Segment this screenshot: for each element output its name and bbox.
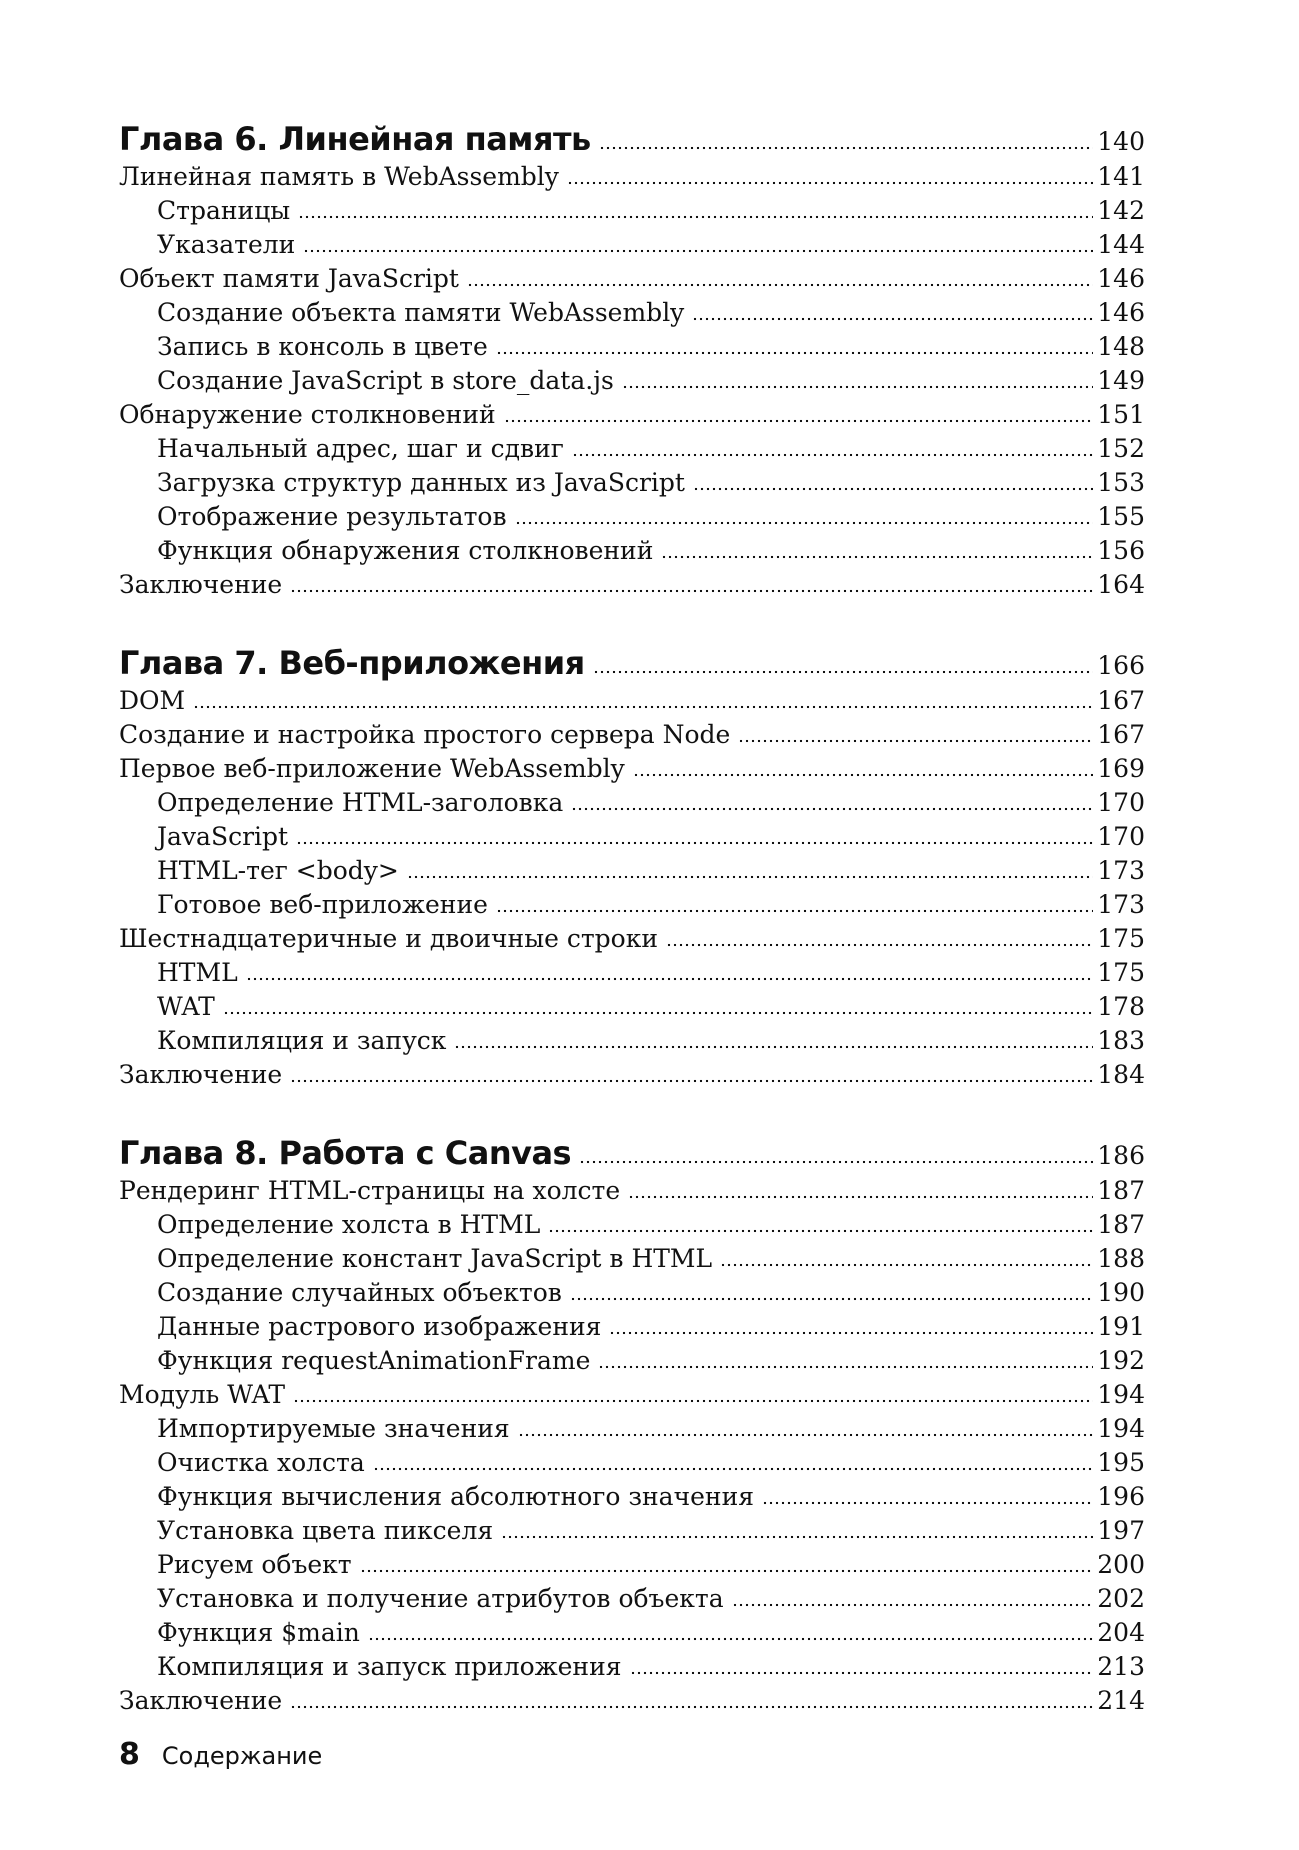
entry-title: Установка цвета пикселя	[157, 1516, 494, 1545]
toc-subsection[interactable]	[119, 330, 1145, 364]
dot-leader	[246, 977, 1094, 981]
entry-title: Компиляция и запуск приложения	[157, 1652, 622, 1681]
dot-leader	[666, 943, 1093, 947]
chapter-heading[interactable]	[119, 1132, 1145, 1174]
entry-title: Рисуем объект	[157, 1550, 352, 1579]
page-number: 8	[119, 1737, 140, 1772]
toc-subsection[interactable]	[119, 1310, 1145, 1344]
dot-leader	[368, 1637, 1093, 1641]
dot-leader	[630, 1671, 1094, 1675]
toc-subsection[interactable]	[119, 194, 1145, 228]
entry-page-number: 142	[1097, 196, 1145, 225]
running-title: Содержание	[161, 1742, 323, 1770]
entry-page-number: 191	[1097, 1312, 1145, 1341]
entry-page-number: 155	[1097, 502, 1145, 531]
dot-leader	[628, 1195, 1093, 1199]
dot-leader	[501, 1535, 1093, 1539]
toc-section[interactable]	[119, 922, 1145, 956]
dot-leader	[661, 555, 1093, 559]
entry-title: Функция requestAnimationFrame	[157, 1346, 591, 1375]
toc-subsection[interactable]	[119, 786, 1145, 820]
toc-section[interactable]	[119, 1378, 1145, 1412]
entry-page-number: 190	[1097, 1278, 1145, 1307]
entry-page-number: 213	[1097, 1652, 1145, 1681]
dot-leader	[762, 1501, 1093, 1505]
toc-subsection[interactable]	[119, 1514, 1145, 1548]
toc-subsection[interactable]	[119, 1344, 1145, 1378]
dot-leader	[518, 1433, 1094, 1437]
dot-leader	[548, 1229, 1093, 1233]
dot-leader	[593, 670, 1094, 674]
dot-leader	[296, 841, 1093, 845]
entry-title: HTML-тег <body>	[157, 856, 399, 885]
toc-subsection[interactable]	[119, 1582, 1145, 1616]
entry-page-number: 167	[1097, 720, 1145, 749]
entry-title: Компиляция и запуск	[157, 1026, 447, 1055]
chapter-heading[interactable]	[119, 118, 1145, 160]
chapter-heading[interactable]	[119, 642, 1145, 684]
dot-leader	[290, 1705, 1093, 1709]
entry-title: Заключение	[119, 570, 283, 599]
entry-page-number: 148	[1097, 332, 1145, 361]
entry-page-number: 156	[1097, 536, 1145, 565]
entry-title: Готовое веб-приложение	[157, 890, 488, 919]
chapter-page-number: 140	[1097, 127, 1145, 156]
toc-subsection[interactable]	[119, 1480, 1145, 1514]
dot-leader	[454, 1045, 1093, 1049]
entry-page-number: 214	[1097, 1686, 1145, 1715]
dot-leader	[599, 146, 1094, 150]
dot-leader	[467, 283, 1093, 287]
entry-title: Первое веб-приложение WebAssembly	[119, 754, 625, 783]
toc-subsection[interactable]	[119, 432, 1145, 466]
toc-subsection[interactable]	[119, 1276, 1145, 1310]
entry-title: Модуль WAT	[119, 1380, 286, 1409]
toc-subsection[interactable]	[119, 228, 1145, 262]
dot-leader	[293, 1399, 1093, 1403]
toc-section[interactable]	[119, 262, 1145, 296]
toc-subsection[interactable]	[119, 534, 1145, 568]
entry-title: Очистка холста	[157, 1448, 365, 1477]
entry-page-number: 184	[1097, 1060, 1145, 1089]
entry-title: DOM	[119, 686, 186, 715]
page-footer	[119, 1737, 322, 1772]
dot-leader	[515, 521, 1094, 525]
entry-title: Обнаружение столкновений	[119, 400, 496, 429]
entry-page-number: 175	[1097, 958, 1145, 987]
dot-leader	[633, 773, 1094, 777]
entry-page-number: 197	[1097, 1516, 1145, 1545]
dot-leader	[732, 1603, 1094, 1607]
entry-page-number: 192	[1097, 1346, 1145, 1375]
toc-subsection[interactable]	[119, 990, 1145, 1024]
chapter-block	[119, 1132, 1145, 1718]
entry-page-number: 146	[1097, 298, 1145, 327]
chapter-page-number: 166	[1097, 651, 1145, 680]
entry-title: Определение констант JavaScript в HTML	[157, 1244, 713, 1273]
chapter-title: Глава 7. Веб-приложения	[119, 644, 585, 682]
dot-leader	[373, 1467, 1094, 1471]
table-of-contents	[119, 118, 1145, 1758]
dot-leader	[622, 385, 1093, 389]
entry-title: Создание объекта памяти WebAssembly	[157, 298, 685, 327]
dot-leader	[223, 1011, 1093, 1015]
entry-page-number: 153	[1097, 468, 1145, 497]
entry-page-number: 151	[1097, 400, 1145, 429]
entry-page-number: 169	[1097, 754, 1145, 783]
toc-section[interactable]	[119, 1684, 1145, 1718]
toc-subsection[interactable]	[119, 820, 1145, 854]
entry-page-number: 202	[1097, 1584, 1145, 1613]
dot-leader	[496, 351, 1093, 355]
entry-page-number: 144	[1097, 230, 1145, 259]
toc-section[interactable]	[119, 1058, 1145, 1092]
toc-subsection[interactable]	[119, 956, 1145, 990]
entry-page-number: 183	[1097, 1026, 1145, 1055]
entry-title: Рендеринг HTML-страницы на холсте	[119, 1176, 621, 1205]
chapter-page-number: 186	[1097, 1141, 1145, 1170]
toc-section[interactable]	[119, 160, 1145, 194]
toc-section[interactable]	[119, 752, 1145, 786]
entry-page-number: 178	[1097, 992, 1145, 1021]
entry-title: Начальный адрес, шаг и сдвиг	[157, 434, 564, 463]
entry-page-number: 187	[1097, 1176, 1145, 1205]
dot-leader	[738, 739, 1093, 743]
dot-leader	[570, 1297, 1093, 1301]
entry-page-number: 146	[1097, 264, 1145, 293]
entry-title: Шестнадцатеричные и двоичные строки	[119, 924, 659, 953]
entry-title: Импортируемые значения	[157, 1414, 510, 1443]
entry-page-number: 187	[1097, 1210, 1145, 1239]
entry-title: Функция обнаружения столкновений	[157, 536, 654, 565]
entry-title: Установка и получение атрибутов объекта	[157, 1584, 724, 1613]
chapter-block	[119, 642, 1145, 1092]
toc-section[interactable]	[119, 718, 1145, 752]
toc-subsection[interactable]	[119, 1446, 1145, 1480]
entry-title: Создание случайных объектов	[157, 1278, 562, 1307]
toc-section[interactable]	[119, 1174, 1145, 1208]
entry-title: HTML	[157, 958, 238, 987]
toc-section[interactable]	[119, 398, 1145, 432]
entry-page-number: 149	[1097, 366, 1145, 395]
dot-leader	[598, 1365, 1093, 1369]
entry-page-number: 194	[1097, 1380, 1145, 1409]
entry-title: Данные растрового изображения	[157, 1312, 602, 1341]
toc-subsection[interactable]	[119, 364, 1145, 398]
dot-leader	[504, 419, 1094, 423]
dot-leader	[567, 181, 1093, 185]
entry-page-number: 152	[1097, 434, 1145, 463]
dot-leader	[693, 487, 1093, 491]
toc-subsection[interactable]	[119, 1650, 1145, 1684]
entry-title: Отображение результатов	[157, 502, 507, 531]
toc-subsection[interactable]	[119, 1208, 1145, 1242]
dot-leader	[692, 317, 1093, 321]
entry-page-number: 173	[1097, 856, 1145, 885]
entry-title: Загрузка структур данных из JavaScript	[157, 468, 685, 497]
entry-title: Создание и настройка простого сервера Node	[119, 720, 731, 749]
entry-title: Линейная память в WebAssembly	[119, 162, 559, 191]
entry-title: Функция вычисления абсолютного значения	[157, 1482, 755, 1511]
dot-leader	[290, 589, 1093, 593]
entry-title: WAT	[157, 992, 215, 1021]
entry-page-number: 173	[1097, 890, 1145, 919]
entry-title: JavaScript	[157, 822, 289, 851]
dot-leader	[609, 1331, 1093, 1335]
chapter-block	[119, 118, 1145, 602]
dot-leader	[298, 215, 1093, 219]
dot-leader	[720, 1263, 1093, 1267]
chapter-title: Глава 8. Работа с Canvas	[119, 1134, 572, 1172]
toc-subsection[interactable]	[119, 296, 1145, 330]
entry-page-number: 170	[1097, 822, 1145, 851]
entry-page-number: 195	[1097, 1448, 1145, 1477]
toc-subsection[interactable]	[119, 1024, 1145, 1058]
entry-title: Определение HTML-заголовка	[157, 788, 564, 817]
dot-leader	[571, 807, 1093, 811]
entry-page-number: 188	[1097, 1244, 1145, 1273]
chapter-title: Глава 6. Линейная память	[119, 120, 591, 158]
toc-section[interactable]	[119, 684, 1145, 718]
dot-leader	[360, 1569, 1094, 1573]
dot-leader	[290, 1079, 1093, 1083]
entry-title: Заключение	[119, 1060, 283, 1089]
toc-subsection[interactable]	[119, 500, 1145, 534]
entry-page-number: 164	[1097, 570, 1145, 599]
toc-subsection[interactable]	[119, 466, 1145, 500]
toc-subsection[interactable]	[119, 1548, 1145, 1582]
dot-leader	[496, 909, 1093, 913]
entry-title: Запись в консоль в цвете	[157, 332, 488, 361]
entry-page-number: 141	[1097, 162, 1145, 191]
entry-title: Создание JavaScript в store_data.js	[157, 366, 614, 395]
entry-title: Страницы	[157, 196, 291, 225]
toc-subsection[interactable]	[119, 888, 1145, 922]
entry-page-number: 167	[1097, 686, 1145, 715]
entry-title: Объект памяти JavaScript	[119, 264, 459, 293]
dot-leader	[303, 249, 1093, 253]
entry-title: Определение холста в HTML	[157, 1210, 541, 1239]
dot-leader	[193, 705, 1093, 709]
toc-subsection[interactable]	[119, 1412, 1145, 1446]
dot-leader	[572, 453, 1093, 457]
dot-leader	[579, 1160, 1093, 1164]
entry-title: Указатели	[157, 230, 296, 259]
toc-subsection[interactable]	[119, 854, 1145, 888]
entry-page-number: 194	[1097, 1414, 1145, 1443]
entry-page-number: 175	[1097, 924, 1145, 953]
entry-page-number: 200	[1097, 1550, 1145, 1579]
toc-subsection[interactable]	[119, 1242, 1145, 1276]
entry-title: Заключение	[119, 1686, 283, 1715]
entry-page-number: 196	[1097, 1482, 1145, 1511]
entry-page-number: 204	[1097, 1618, 1145, 1647]
entry-title: Функция $main	[157, 1618, 360, 1647]
toc-subsection[interactable]	[119, 1616, 1145, 1650]
dot-leader	[407, 875, 1093, 879]
entry-page-number: 170	[1097, 788, 1145, 817]
toc-section[interactable]	[119, 568, 1145, 602]
